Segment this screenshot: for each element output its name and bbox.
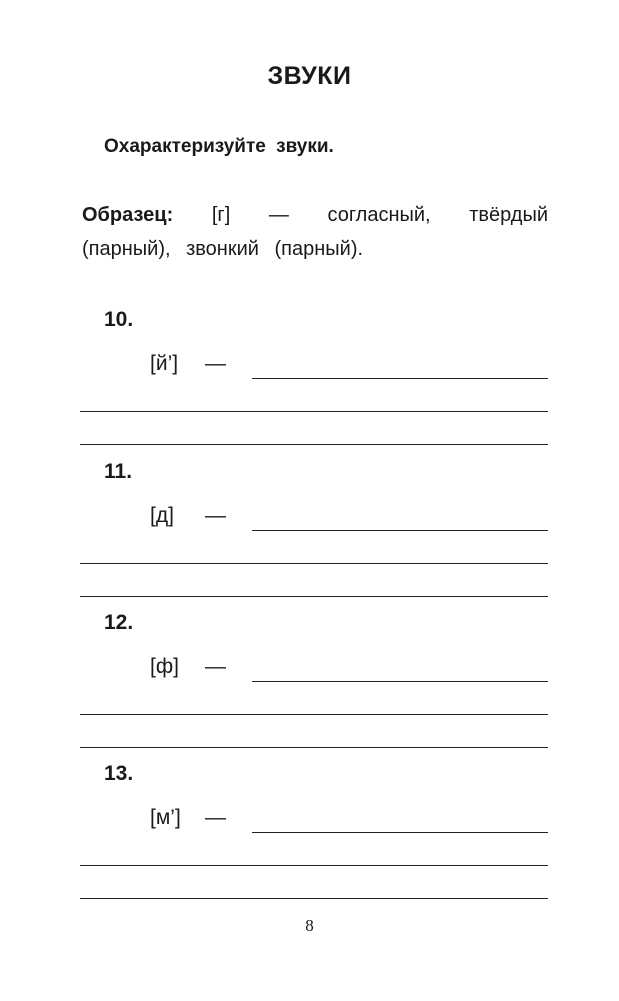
dash: —	[205, 504, 226, 527]
answer-line[interactable]	[252, 378, 548, 379]
task-number: 11.	[104, 460, 133, 483]
sample-label: Образец:	[82, 204, 174, 226]
task-12	[0, 611, 619, 761]
sound-label: [д]	[150, 504, 174, 527]
answer-line[interactable]	[252, 530, 548, 531]
page-number: 8	[305, 916, 314, 935]
sample-block	[82, 198, 548, 266]
answer-line[interactable]	[252, 681, 548, 682]
dash: —	[205, 806, 226, 829]
task-number: 12.	[104, 611, 134, 634]
sound-label: [й’]	[150, 352, 179, 375]
task-11	[0, 460, 619, 610]
task-number: 13.	[104, 762, 134, 785]
dash: —	[205, 655, 226, 678]
answer-line[interactable]	[80, 563, 548, 564]
answer-line[interactable]	[80, 898, 548, 899]
dash: —	[205, 352, 226, 375]
answer-line[interactable]	[252, 832, 548, 833]
task-13	[0, 762, 619, 912]
task-number: 10.	[104, 308, 134, 331]
answer-line[interactable]	[80, 747, 548, 748]
answer-line[interactable]	[80, 596, 548, 597]
sound-label: [м’]	[150, 806, 181, 829]
sample-text-1: [г] — согласный, твёрдый	[211, 204, 548, 226]
page-title: ЗВУКИ	[267, 62, 352, 90]
answer-line[interactable]	[80, 865, 548, 866]
answer-line[interactable]	[80, 714, 548, 715]
sample-line-1	[82, 198, 548, 232]
answer-line[interactable]	[80, 411, 548, 412]
answer-line[interactable]	[80, 444, 548, 445]
task-10	[0, 308, 619, 458]
instruction-text: Охарактеризуйте звуки.	[104, 136, 334, 157]
sample-text-2: (парный), звонкий (парный).	[82, 238, 364, 260]
sound-label: [ф]	[150, 655, 179, 678]
